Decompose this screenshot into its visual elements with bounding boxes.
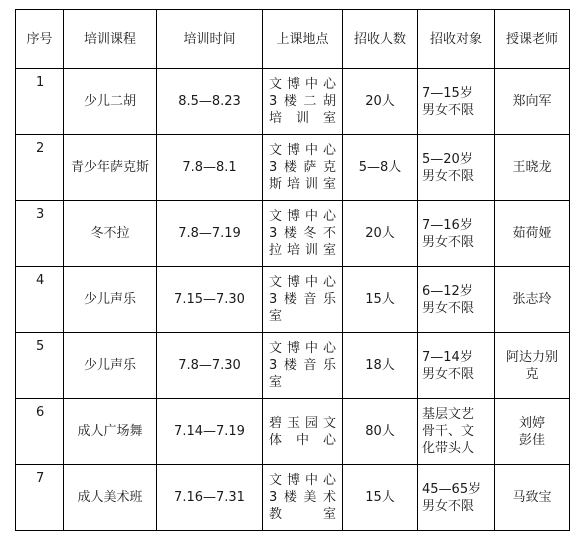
audience-line: 7—16岁 — [422, 217, 473, 233]
audience-line: 化带头人 — [422, 441, 475, 456]
audience-line: 45—65岁 — [422, 481, 482, 497]
audience-line: 7—14岁 — [422, 349, 473, 365]
teacher — [495, 465, 570, 531]
location-line: 教室 — [269, 507, 336, 522]
location-line: 碧玉园文 — [269, 415, 336, 431]
audience — [418, 69, 495, 135]
teacher — [495, 267, 570, 333]
audience-line: 基层文艺 — [422, 407, 475, 422]
teacher — [495, 399, 570, 465]
location-line: 体中心 — [269, 432, 336, 448]
header-course: 培训课程 — [64, 10, 157, 69]
audience-line: 骨干、文 — [422, 424, 475, 439]
teacher-line: 张志玲 — [512, 292, 552, 307]
location — [263, 69, 343, 135]
teacher — [495, 201, 570, 267]
teacher — [495, 135, 570, 201]
location-line: 斯培训室 — [269, 177, 336, 192]
table-row — [16, 399, 570, 465]
audience — [418, 267, 495, 333]
location-line: 室 — [269, 375, 283, 390]
capacity: 15人 — [343, 267, 418, 333]
location-line: 3楼美术 — [269, 490, 336, 505]
location — [263, 135, 343, 201]
row-number: 2 — [16, 135, 64, 201]
training-time: 8.5—8.23 — [157, 69, 263, 135]
training-time: 7.8—8.1 — [157, 135, 263, 201]
audience — [418, 201, 495, 267]
training-time: 7.8—7.30 — [157, 333, 263, 399]
location-line: 文博中心 — [269, 341, 336, 356]
location — [263, 333, 343, 399]
table-row — [16, 267, 570, 333]
capacity: 5—8人 — [343, 135, 418, 201]
course-name: 青少年萨克斯 — [64, 135, 157, 201]
header-time: 培训时间 — [157, 10, 263, 69]
training-time: 7.16—7.31 — [157, 465, 263, 531]
location-line: 文博中心 — [269, 143, 336, 158]
training-time: 7.8—7.19 — [157, 201, 263, 267]
teacher — [495, 69, 570, 135]
training-time: 7.15—7.30 — [157, 267, 263, 333]
audience-line: 7—15岁 — [422, 85, 473, 101]
location-line: 3楼冬不 — [269, 226, 336, 241]
location-line: 文博中心 — [269, 77, 336, 92]
header-no: 序号 — [16, 10, 64, 69]
audience — [418, 333, 495, 399]
audience-line: 男女不限 — [422, 234, 475, 250]
capacity: 15人 — [343, 465, 418, 531]
audience — [418, 465, 495, 531]
course-name: 成人美术班 — [64, 465, 157, 531]
location — [263, 465, 343, 531]
location-line: 3楼音乐 — [269, 292, 336, 307]
capacity: 80人 — [343, 399, 418, 465]
table-row — [16, 135, 570, 201]
row-number: 6 — [16, 399, 64, 465]
header-teacher: 授课老师 — [495, 10, 570, 69]
audience-line: 男女不限 — [422, 366, 475, 382]
location-line: 文博中心 — [269, 275, 336, 290]
teacher — [495, 333, 570, 399]
row-number: 4 — [16, 267, 64, 333]
course-name: 成人广场舞 — [64, 399, 157, 465]
location-line: 文博中心 — [269, 473, 336, 488]
course-name: 冬不拉 — [64, 201, 157, 267]
audience-line: 6—12岁 — [422, 283, 473, 299]
location-line: 室 — [269, 309, 283, 324]
location-line: 拉培训室 — [269, 243, 336, 258]
course-name: 少儿声乐 — [64, 333, 157, 399]
teacher-line: 茹荷娅 — [512, 226, 552, 241]
row-number: 7 — [16, 465, 64, 531]
header-location: 上课地点 — [263, 10, 343, 69]
capacity: 18人 — [343, 333, 418, 399]
table-row — [16, 333, 570, 399]
course-name: 少儿声乐 — [64, 267, 157, 333]
teacher-line: 阿达力别克 — [505, 349, 558, 382]
teacher-line: 马致宝 — [512, 490, 552, 505]
audience-line: 5—20岁 — [422, 151, 473, 167]
teacher-line: 郑向军 — [512, 94, 552, 109]
row-number: 1 — [16, 69, 64, 135]
location-line: 培训室 — [269, 111, 336, 126]
row-number: 5 — [16, 333, 64, 399]
capacity: 20人 — [343, 69, 418, 135]
header-row — [16, 10, 570, 69]
audience-line: 男女不限 — [422, 168, 475, 184]
location — [263, 399, 343, 465]
header-capacity: 招收人数 — [343, 10, 418, 69]
location-line: 3楼音乐 — [269, 358, 336, 373]
location — [263, 267, 343, 333]
location-line: 文博中心 — [269, 209, 336, 224]
location — [263, 201, 343, 267]
teacher-line: 王晓龙 — [512, 160, 552, 175]
audience-line: 男女不限 — [422, 300, 475, 316]
audience-line: 男女不限 — [422, 498, 475, 514]
teacher-line: 刘婷 — [518, 415, 545, 431]
training-schedule-table — [15, 9, 570, 531]
location-line: 3楼二胡 — [269, 94, 336, 109]
table-row — [16, 465, 570, 531]
course-name: 少儿二胡 — [64, 69, 157, 135]
audience-line: 男女不限 — [422, 102, 475, 118]
capacity: 20人 — [343, 201, 418, 267]
location-line: 3楼萨克 — [269, 160, 336, 175]
table-row — [16, 201, 570, 267]
teacher-line: 彭佳 — [518, 432, 545, 448]
table-row — [16, 69, 570, 135]
audience — [418, 135, 495, 201]
training-time: 7.14—7.19 — [157, 399, 263, 465]
row-number: 3 — [16, 201, 64, 267]
audience — [418, 399, 495, 465]
header-audience: 招收对象 — [418, 10, 495, 69]
